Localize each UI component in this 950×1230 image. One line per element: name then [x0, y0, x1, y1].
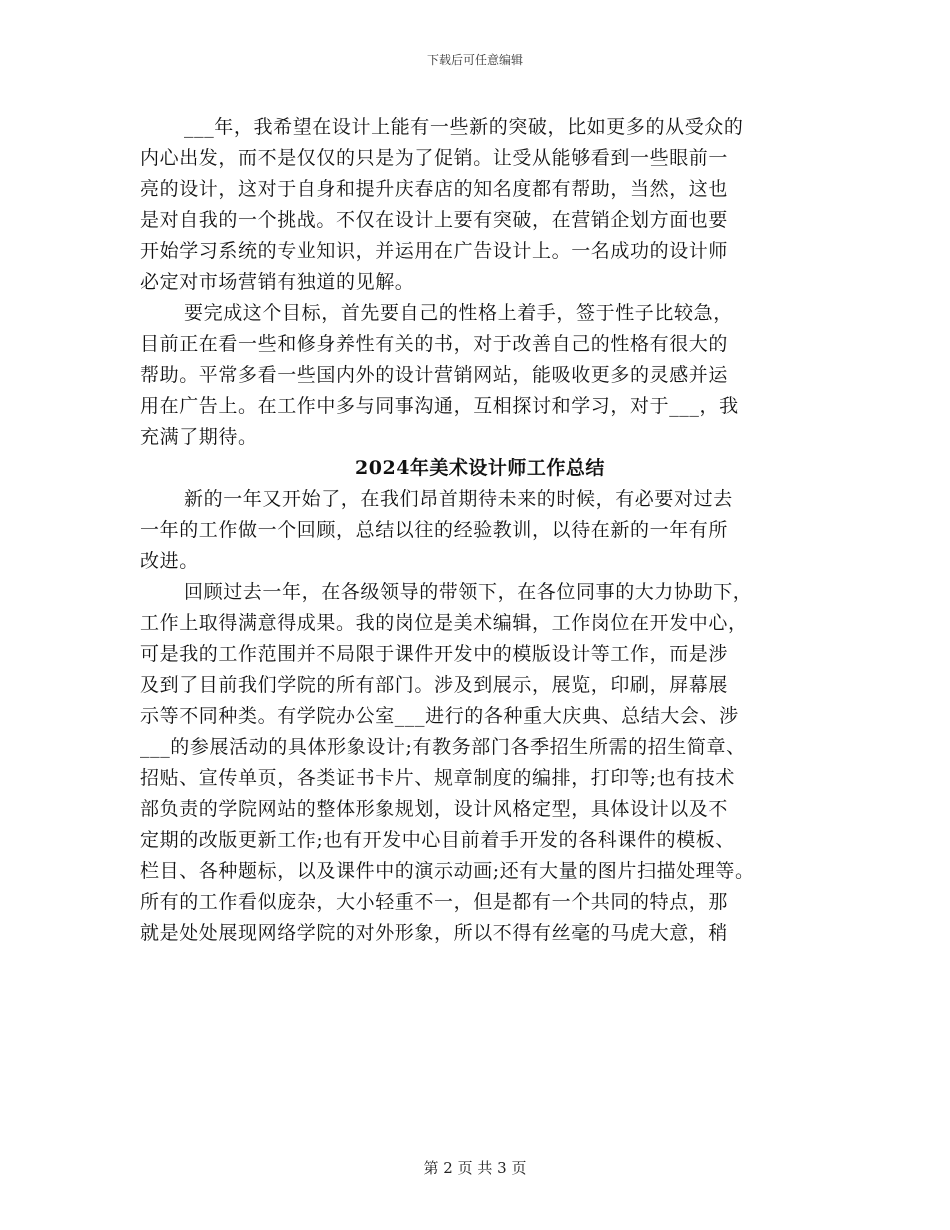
paragraph-line: 工作上取得满意得成果。我的岗位是美术编辑，工作岗位在开发中心， — [140, 612, 748, 634]
paragraph-line: 招贴、宣传单页，各类证书卡片、规章制度的编排，打印等;也有技术 — [140, 767, 736, 789]
paragraph-line: 所有的工作看似庞杂，大小轻重不一，但是都有一个共同的特点，那 — [140, 891, 729, 913]
paragraph-line: 亮的设计，这对于自身和提升庆春店的知名度都有帮助，当然，这也 — [140, 178, 729, 200]
page-footer: 第 2 页 共 3 页 — [423, 1159, 527, 1177]
paragraph-line: 充满了期待。 — [140, 426, 258, 448]
paragraph-line: 栏目、各种题标，以及课件中的演示动画;还有大量的图片扫描处理等。 — [140, 860, 755, 882]
paragraph-line: 帮助。平常多看一些国内外的设计营销网站，能吸收更多的灵感并运 — [140, 364, 729, 386]
paragraph-line: 示等不同种类。有学院办公室___进行的各种重大庆典、总结大会、涉 — [140, 705, 739, 727]
paragraph-line: 目前正在看一些和修身养性有关的书，对于改善自己的性格有很大的 — [140, 333, 729, 355]
paragraph-line: 定期的改版更新工作;也有开发中心目前着手开发的各科课件的模板、 — [140, 829, 736, 851]
paragraph-line: 及到了目前我们学院的所有部门。涉及到展示，展览，印刷，屏幕展 — [140, 674, 729, 696]
paragraph-line: 是对自我的一个挑战。不仅在设计上要有突破，在营销企划方面也要 — [140, 209, 729, 231]
paragraph-line: 回顾过去一年，在各级领导的带领下，在各位同事的大力协助下， — [184, 581, 753, 603]
paragraph-line: 改进。 — [140, 550, 199, 572]
paragraph-line: 部负责的学院网站的整体形象规划，设计风格定型，具体设计以及不 — [140, 798, 729, 820]
paragraph-line: 一年的工作做一个回顾，总结以往的经验教训，以待在新的一年有所 — [140, 519, 729, 541]
paragraph-line: ___的参展活动的具体形象设计;有教务部门各季招生所需的招生简章、 — [140, 736, 746, 758]
paragraph-line: 内心出发，而不是仅仅的只是为了促销。让受从能够看到一些眼前一 — [140, 147, 729, 169]
paragraph-line: 用在广告上。在工作中多与同事沟通，互相探讨和学习，对于___，我 — [140, 395, 739, 417]
paragraph-line: 新的一年又开始了，在我们昂首期待未来的时候，有必要对过去 — [184, 488, 733, 510]
paragraph-line: 开始学习系统的专业知识，并运用在广告设计上。一名成功的设计师 — [140, 240, 729, 262]
section-title: 2024年美术设计师工作总结 — [355, 457, 605, 479]
paragraph-line: ___年，我希望在设计上能有一些新的突破，比如更多的从受众的 — [184, 116, 744, 138]
paragraph-line: 要完成这个目标，首先要自己的性格上着手，签于性子比较急， — [184, 302, 733, 324]
paragraph-line: 就是处处展现网络学院的对外形象，所以不得有丝毫的马虎大意，稍 — [140, 922, 729, 944]
paragraph-line: 必定对市场营销有独道的见解。 — [140, 271, 415, 293]
page-header: 下载后可任意编辑 — [426, 53, 523, 67]
document-body — [140, 112, 820, 949]
paragraph-line: 可是我的工作范围并不局限于课件开发中的模版设计等工作，而是涉 — [140, 643, 729, 665]
